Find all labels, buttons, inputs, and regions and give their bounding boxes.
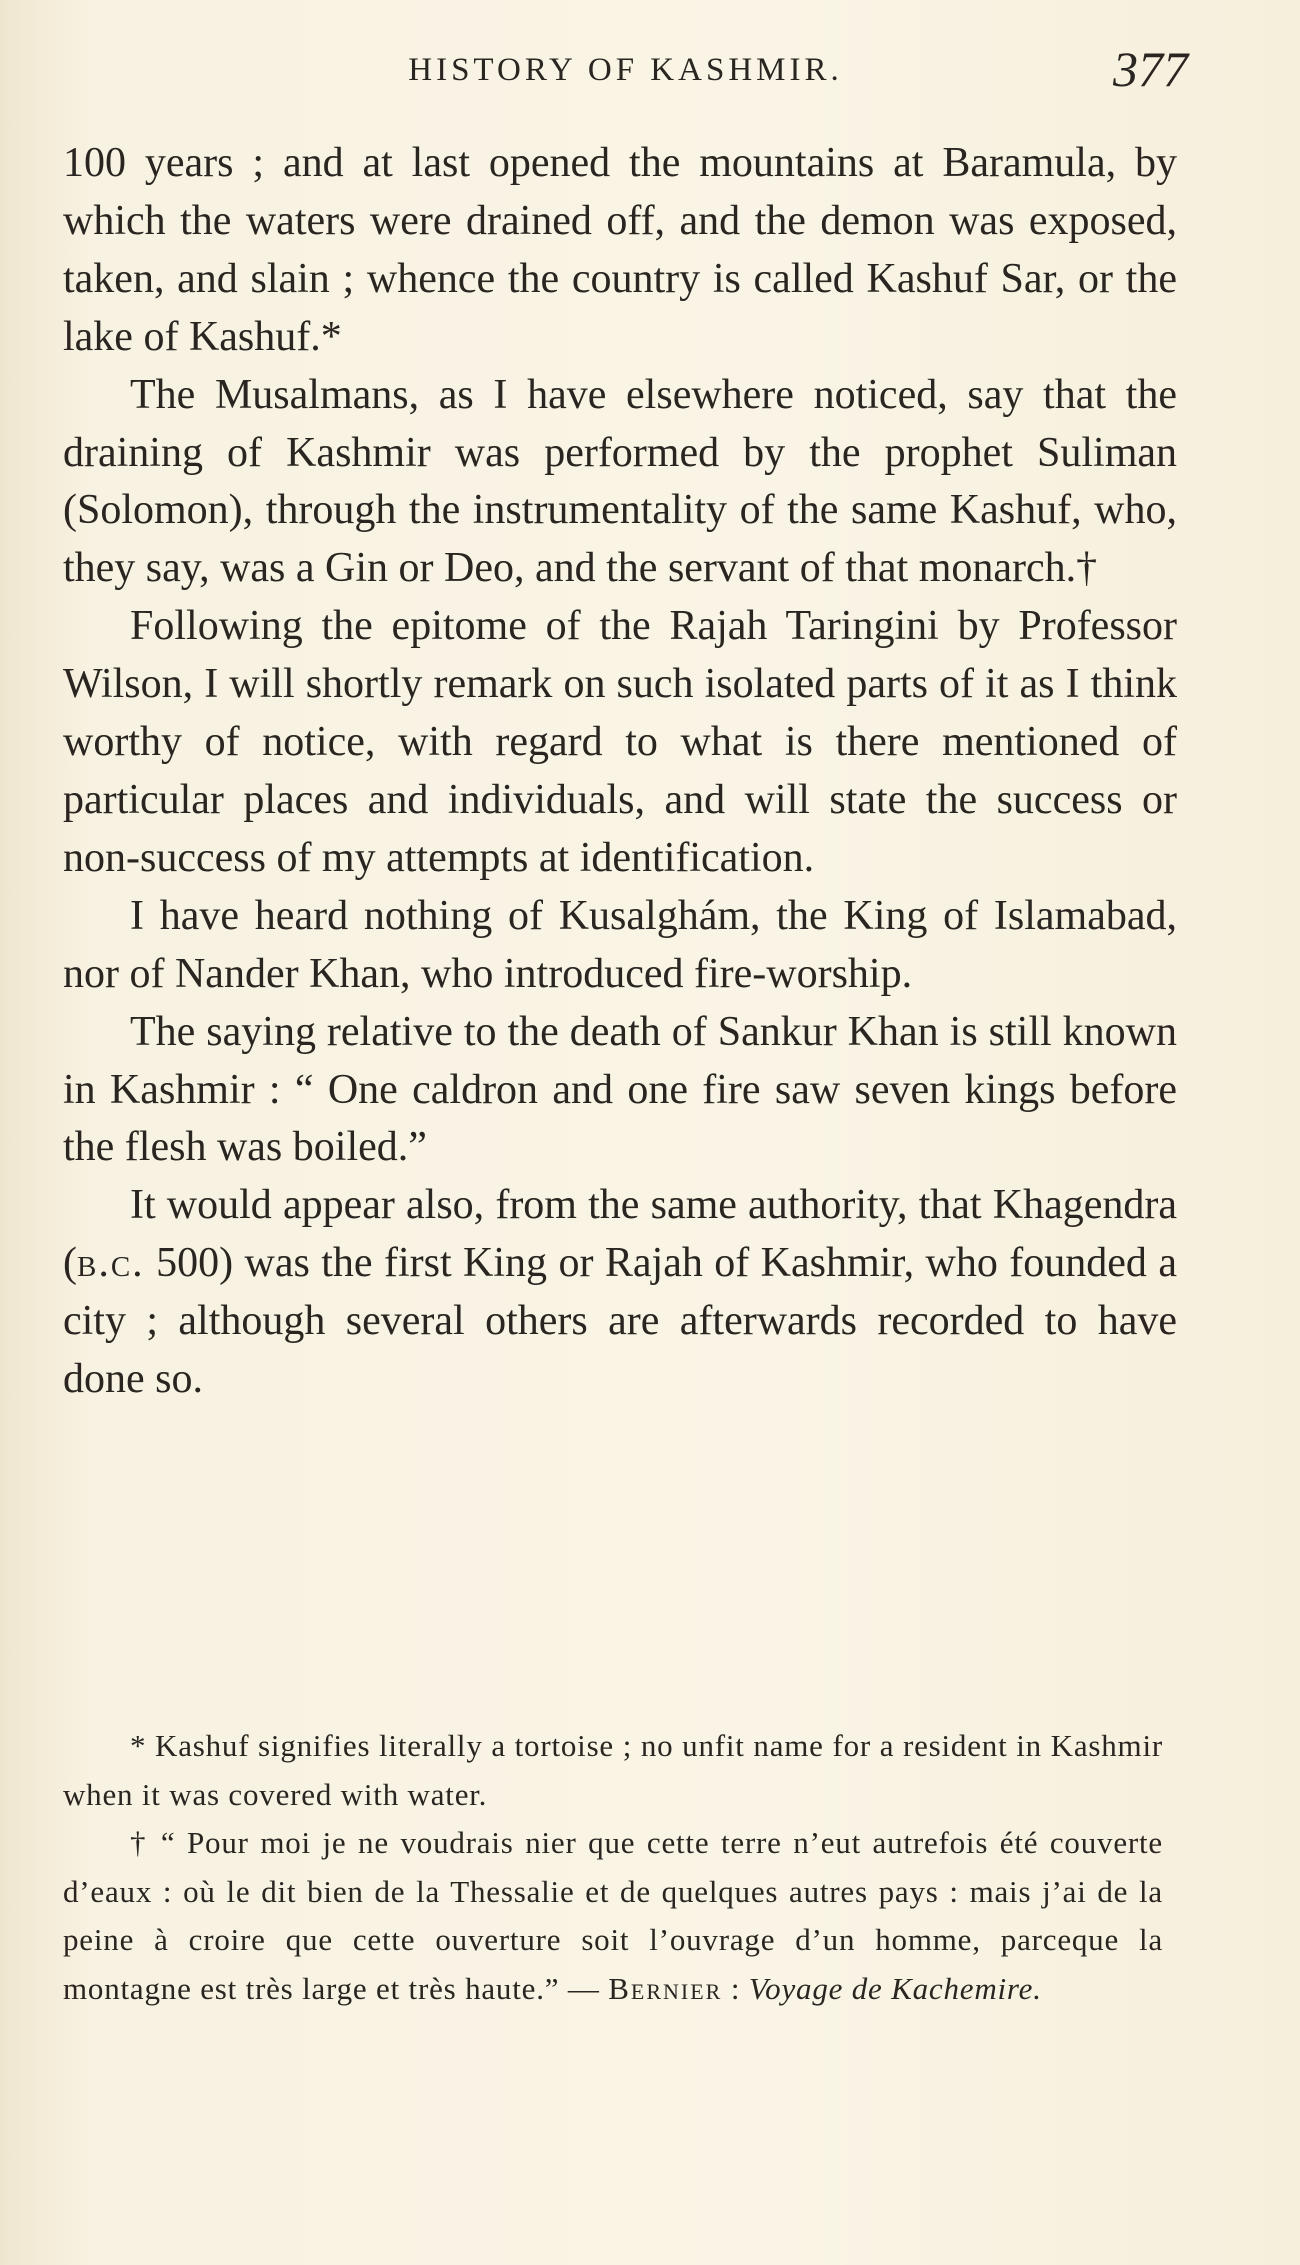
footnote-2-text: † “ Pour moi je ne voudrais nier que cette terre n’eut autrefois été couverte d’eaux : où le dit bien de la Thessalie et de quelques autres pays : mais j’ai de la peine à croire que cette ouverture soit l’ouvrage d’un homme, parceque la montagne est très large et très haute.” — bbox=[63, 1825, 1163, 2006]
footnote-2 bbox=[63, 1819, 1163, 2013]
paragraph-6 bbox=[63, 1177, 1177, 1409]
page-header bbox=[63, 36, 1188, 116]
era-abbreviation: b.c. bbox=[77, 1240, 145, 1287]
running-head: HISTORY OF KASHMIR. bbox=[408, 52, 843, 88]
footnote-2-separator: : bbox=[722, 1970, 749, 2006]
paragraph-6-end: 500) was the first King or Rajah of Kashmir, who founded a city ; although several others are afterwards recorded to have done so. bbox=[63, 1240, 1177, 1403]
footnote-2-work: Voyage de Kachemire. bbox=[748, 1970, 1042, 2006]
paragraph-1: 100 years ; and at last opened the mountains at Baramula, by which the waters were drained off, and the demon was exposed, taken, and slain ; whence the country is called Kashuf Sar, or the lake of Kashuf.* bbox=[63, 140, 1177, 360]
footnotes bbox=[63, 1722, 1163, 2013]
footnote-1: * Kashuf signifies literally a tortoise ; no unfit name for a resident in Kashmir when it was covered with water. bbox=[63, 1728, 1163, 1812]
paragraph-2: The Musalmans, as I have elsewhere noticed, say that the draining of Kashmir was performed by the prophet Suliman (Solomon), through the instrumentality of the same Kashuf, who, they say, was a Gin or Deo, and the servant of that monarch.† bbox=[63, 371, 1177, 592]
paragraph-6-start: It would appear also, from the same authority, that Khagendra ( bbox=[63, 1182, 1177, 1287]
main-text bbox=[63, 135, 1177, 1409]
paragraph-3: Following the epitome of the Rajah Taringini by Professor Wilson, I will shortly remark on such isolated parts of it as I think worthy of notice, with regard to what is there mentioned of particular places and individuals, and will state the success or non-success of my attempts at identification. bbox=[63, 603, 1177, 881]
paragraph-5: The saying relative to the death of Sankur Khan is still known in Kashmir : “ One caldron and one fire saw seven kings before the flesh was boiled.” bbox=[63, 1008, 1177, 1171]
paragraph-4: I have heard nothing of Kusalghám, the King of Islamabad, nor of Nander Khan, who introduced fire-worship. bbox=[63, 892, 1177, 997]
page-number: 377 bbox=[1113, 41, 1188, 97]
footnote-2-author: Bernier bbox=[608, 1970, 723, 2006]
